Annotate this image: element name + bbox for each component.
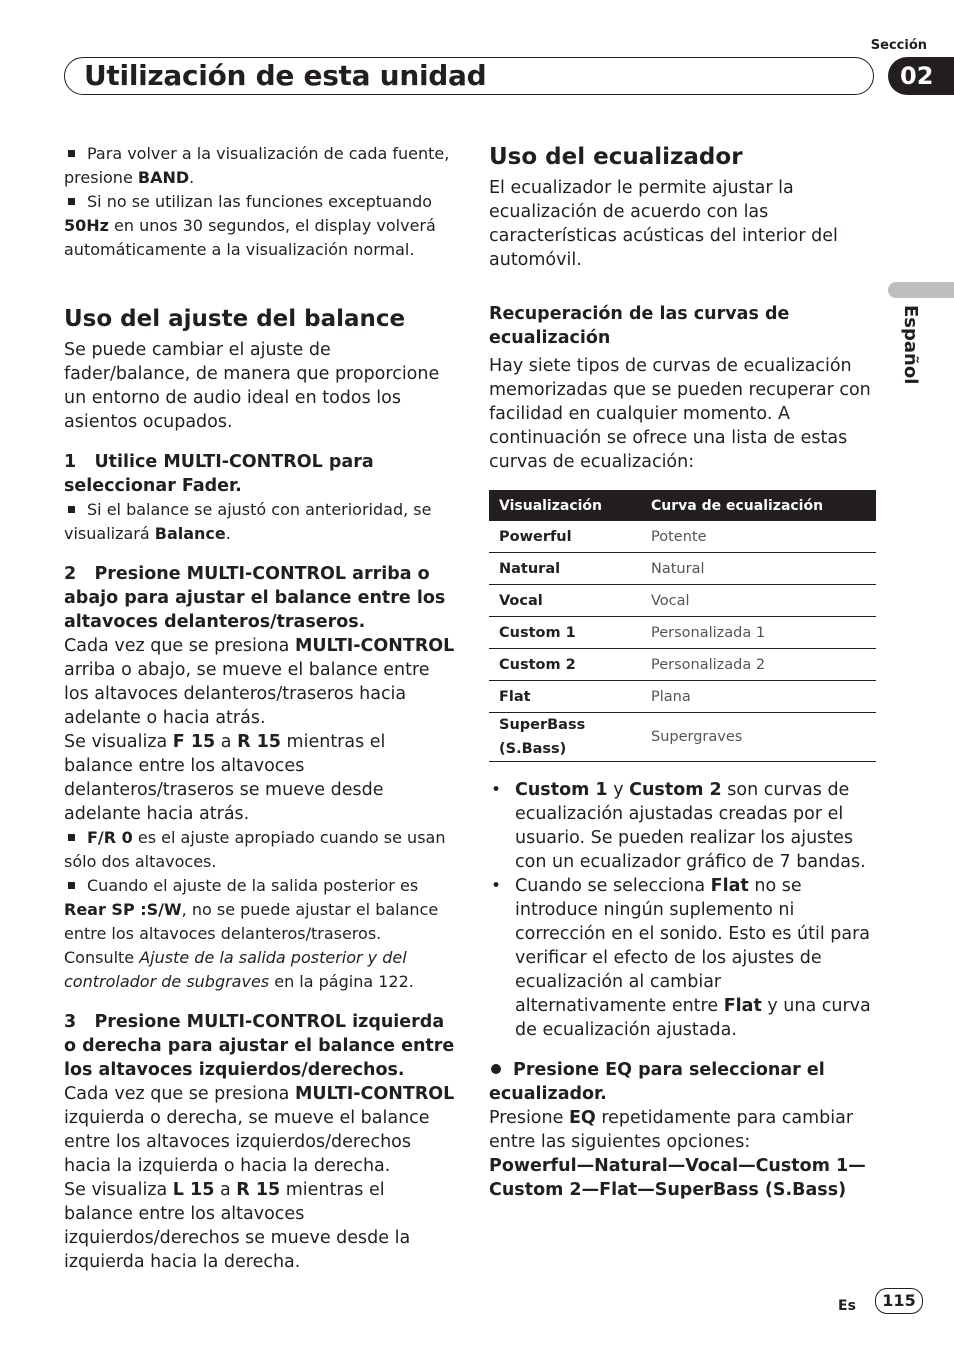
step-1-note: Si el balance se ajustó con anterioridad, se visualizará Balance. — [64, 500, 432, 543]
table-header-row — [489, 490, 876, 521]
step-2-note-1: F/R 0 es el ajuste apropiado cuando se usan sólo dos altavoces. — [64, 828, 446, 871]
section-number: 02 — [888, 57, 954, 95]
square-bullet-icon — [68, 150, 75, 157]
table-cell: Powerful — [489, 521, 641, 553]
page-title: Utilización de esta unidad — [84, 59, 487, 92]
step-2-title: 2 Presione MULTI-CONTROL arriba o abajo para ajustar el balance entre los altavoces delanteros/traseros. — [64, 564, 446, 632]
right-column — [489, 142, 876, 1202]
intro-note-2: Si no se utilizan las funciones exceptuando 50Hz en unos 30 segundos, el display volverá automáticamente a la visualización normal. — [64, 192, 436, 259]
recall-intro: Hay siete tipos de curvas de ecualización memorizadas que se pueden recuperar con facilidad en cualquier momento. A continuación se ofrece una lista de estas curvas de ecualización: — [489, 356, 871, 472]
step-2-note-2: Cuando el ajuste de la salida posterior es Rear SP :S/W, no se puede ajustar el balance entre los altavoces delanteros/traseros. Consulte Ajuste de la salida posterior y del controlador de subgraves en la página 122. — [64, 876, 439, 991]
step-2-text-2: Se visualiza F 15 a R 15 mientras el balance entre los altavoces delanteros/traseros se mueve desde adelante hacia atrás. — [64, 732, 386, 824]
table-cell: Custom 2 — [489, 649, 641, 681]
table-cell: Vocal — [489, 585, 641, 617]
footer-language: Es — [838, 1298, 856, 1314]
section-label: Sección — [870, 38, 927, 53]
table-cell: SuperBass (S.Bass) — [489, 713, 641, 762]
page-number: 115 — [875, 1288, 923, 1314]
table-row — [489, 521, 876, 553]
table-cell: Plana — [641, 681, 876, 713]
eq-curves-table — [489, 490, 876, 762]
step-3-title: 3 Presione MULTI-CONTROL izquierda o derecha para ajustar el balance entre los altavoces izquierdos/derechos. — [64, 1012, 455, 1080]
intro-note-1: Para volver a la visualización de cada fuente, presione BAND. — [64, 144, 450, 187]
square-bullet-icon — [68, 506, 75, 513]
table-cell: Natural — [489, 553, 641, 585]
recall-heading: Recuperación de las curvas de ecualización — [489, 304, 790, 348]
eq-intro: El ecualizador le permite ajustar la ecualización de acuerdo con las características acústicas del interior del automóvil. — [489, 178, 838, 270]
square-bullet-icon — [68, 834, 75, 841]
left-column — [64, 142, 456, 1274]
eq-sequence: Powerful—Natural—Vocal—Custom 1—Custom 2—Flat—SuperBass (S.Bass) — [489, 1156, 866, 1200]
table-cell: Custom 1 — [489, 617, 641, 649]
eq-notes-list — [489, 778, 876, 1042]
table-cell: Personalizada 1 — [641, 617, 876, 649]
step-3-text-2: Se visualiza L 15 a R 15 mientras el balance entre los altavoces izquierdos/derechos se mueve desde la izquierda hacia la derecha. — [64, 1180, 411, 1272]
table-row — [489, 585, 876, 617]
step-3-text-1: Cada vez que se presiona MULTI-CONTROL izquierda o derecha, se mueve el balance entre los altavoces izquierdos/derechos hacia la izquierda o hacia la derecha. — [64, 1084, 455, 1176]
balance-heading: Uso del ajuste del balance — [64, 306, 406, 332]
balance-intro: Se puede cambiar el ajuste de fader/balance, de manera que proporcione un entorno de audio ideal en todos los asientos ocupados. — [64, 340, 440, 432]
table-row — [489, 713, 876, 762]
table-row — [489, 617, 876, 649]
table-cell: Potente — [641, 521, 876, 553]
table-row — [489, 553, 876, 585]
eq-heading: Uso del ecualizador — [489, 144, 743, 170]
eq-step-title: Presione EQ para seleccionar el ecualizador. — [489, 1060, 825, 1104]
square-bullet-icon — [68, 882, 75, 889]
eq-step-text: Presione EQ repetidamente para cambiar entre las siguientes opciones: — [489, 1108, 854, 1152]
list-item: • Cuando se selecciona Flat no se introduce ningún suplemento ni corrección en el sonido. Esto es útil para verificar el efecto de los ajustes de ecualización al cambiar alternativamente entre Flat y una curva de ecualización ajustada. — [489, 874, 876, 1042]
table-cell: Natural — [641, 553, 876, 585]
table-header-cell: Curva de ecualización — [641, 490, 876, 521]
step-1-title: 1 Utilice MULTI-CONTROL para seleccionar Fader. — [64, 452, 374, 496]
table-cell: Vocal — [641, 585, 876, 617]
table-row — [489, 681, 876, 713]
step-2-text-1: Cada vez que se presiona MULTI-CONTROL arriba o abajo, se mueve el balance entre los altavoces delanteros/traseros hacia adelante o hacia atrás. — [64, 636, 455, 728]
cross-reference: Ajuste de la salida posterior y del controlador de subgraves — [64, 948, 407, 991]
round-bullet-icon — [491, 1064, 501, 1074]
table-cell: Supergraves — [641, 713, 876, 762]
language-tab-label: Español — [900, 305, 921, 385]
square-bullet-icon — [68, 198, 75, 205]
language-tab-marker — [888, 282, 954, 298]
table-cell: Personalizada 2 — [641, 649, 876, 681]
list-item: • Custom 1 y Custom 2 son curvas de ecualización ajustadas creadas por el usuario. Se pueden realizar los ajustes con un ecualizador gráfico de 7 bandas. — [489, 778, 876, 874]
table-cell: Flat — [489, 681, 641, 713]
table-header-cell: Visualización — [489, 490, 641, 521]
table-row — [489, 649, 876, 681]
